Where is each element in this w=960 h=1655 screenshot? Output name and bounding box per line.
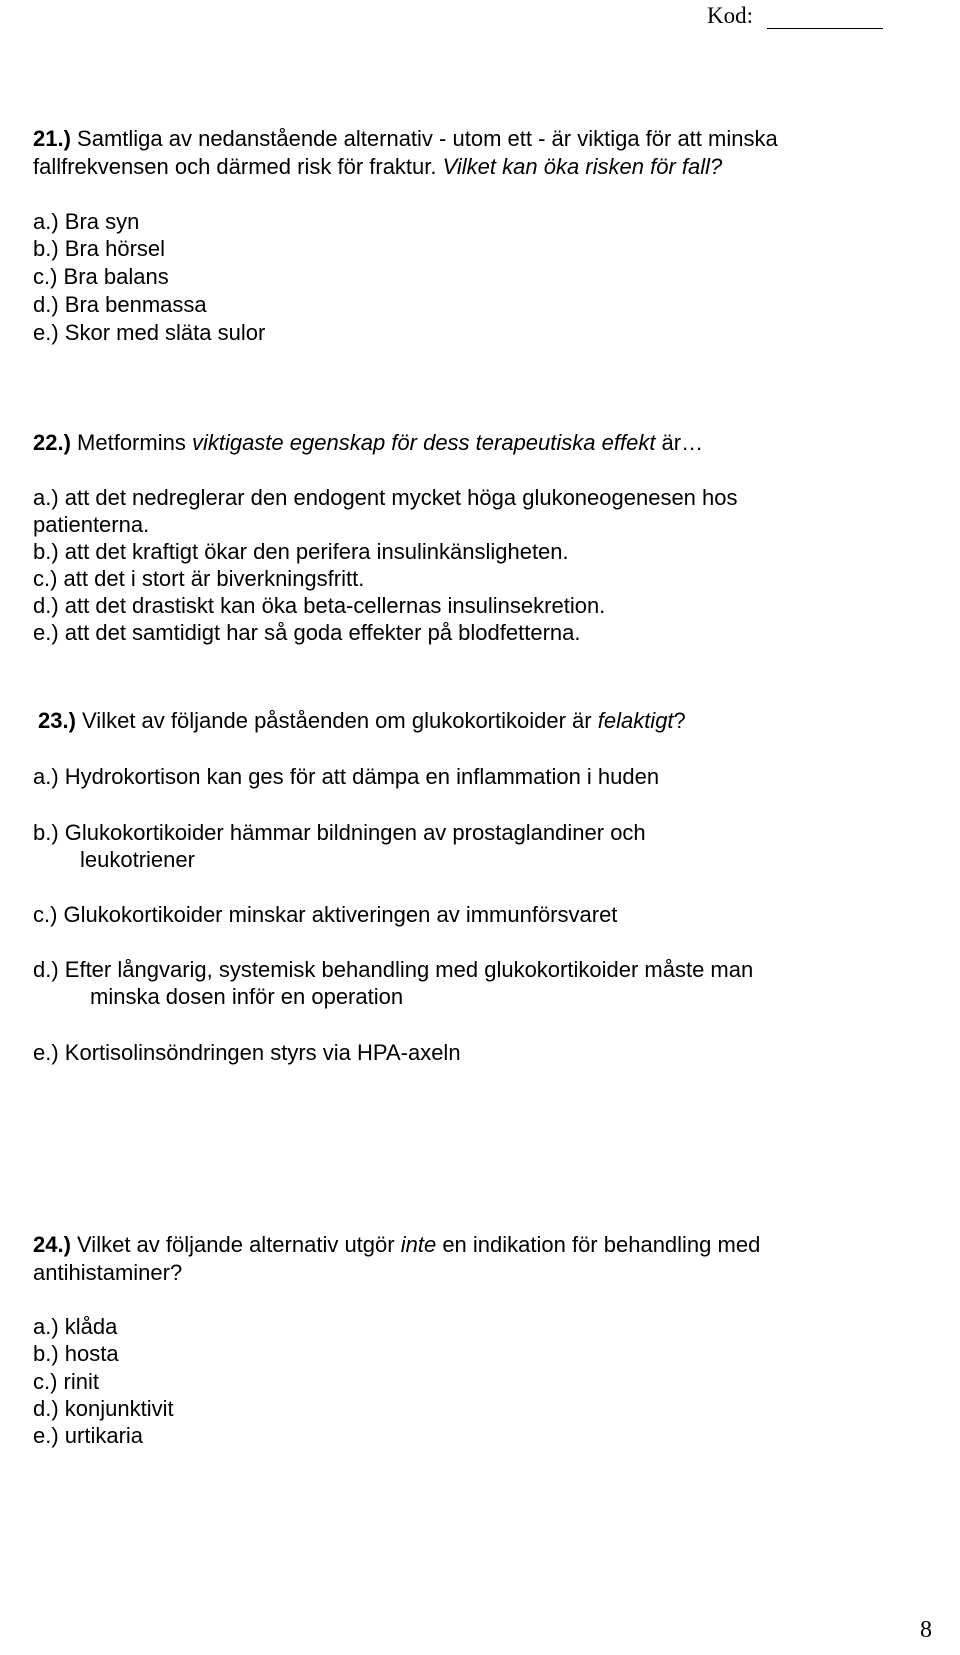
q23-option-a: a.) Hydrokortison kan ges för att dämpa en inflammation i huden xyxy=(33,764,660,789)
q22-text-post: är… xyxy=(655,430,704,455)
q21-option-d: d.) Bra benmassa xyxy=(33,292,207,317)
q22-text-pre: Metformins xyxy=(70,430,192,455)
q23-line-1 xyxy=(38,710,686,732)
q24-text-post: en indikation för behandling med xyxy=(436,1232,761,1257)
q22-line-1 xyxy=(33,432,703,454)
q21-number: 21.) xyxy=(33,126,71,151)
page-number: 8 xyxy=(920,1617,932,1643)
q23-option-d-cont: minska dosen inför en operation xyxy=(90,984,404,1009)
q22-number: 22.) xyxy=(33,430,71,455)
q22-option-d: d.) att det drastiskt kan öka beta-cellernas insulinsekretion. xyxy=(33,593,606,618)
q21-option-e: e.) Skor med släta sulor xyxy=(33,320,266,345)
q22-option-a: a.) att det nedreglerar den endogent mycket höga glukoneogenesen hos xyxy=(33,485,738,510)
q22-option-e: e.) att det samtidigt har så goda effekter på blodfetterna. xyxy=(33,620,581,645)
q21-text-1: Samtliga av nedanstående alternativ - utom ett - är viktiga för att minska xyxy=(70,126,778,151)
q23-option-b: b.) Glukokortikoider hämmar bildningen av prostaglandiner och xyxy=(33,820,646,845)
code-input-line xyxy=(767,28,883,29)
q24-option-d: d.) konjunktivit xyxy=(33,1396,174,1421)
q23-text-italic: felaktigt xyxy=(597,708,674,733)
q22-option-a-cont: patienterna. xyxy=(33,512,150,537)
q22-option-c: c.) att det i stort är biverkningsfritt. xyxy=(33,566,365,591)
q24-line-1 xyxy=(33,1234,760,1256)
q21-option-a: a.) Bra syn xyxy=(33,209,140,234)
q24-number: 24.) xyxy=(33,1232,71,1257)
q23-text-post: ? xyxy=(673,708,686,733)
q23-option-c: c.) Glukokortikoider minskar aktiveringen av immunförsvaret xyxy=(33,902,618,927)
code-label: Kod: xyxy=(707,3,753,28)
q21-line-1 xyxy=(33,128,778,150)
q23-option-b-cont: leukotriener xyxy=(80,847,195,872)
q21-line-2 xyxy=(33,156,722,178)
q24-option-a: a.) klåda xyxy=(33,1314,118,1339)
q24-line-2: antihistaminer? xyxy=(33,1260,183,1285)
q24-text-italic: inte xyxy=(400,1232,437,1257)
q21-option-c: c.) Bra balans xyxy=(33,264,169,289)
q24-option-c: c.) rinit xyxy=(33,1369,99,1394)
q23-number: 23.) xyxy=(38,708,76,733)
q22-option-b: b.) att det kraftigt ökar den perifera insulinkänsligheten. xyxy=(33,539,569,564)
q21-text-2-italic: Vilket kan öka risken för fall? xyxy=(442,154,723,179)
q23-option-e: e.) Kortisolinsöndringen styrs via HPA-axeln xyxy=(33,1040,461,1065)
q24-option-e: e.) urtikaria xyxy=(33,1423,144,1448)
q21-option-b: b.) Bra hörsel xyxy=(33,236,166,261)
q24-option-b: b.) hosta xyxy=(33,1341,119,1366)
q23-text-pre: Vilket av följande påståenden om glukokortikoider är xyxy=(75,708,598,733)
q22-text-italic: viktigaste egenskap för dess terapeutiska effekt xyxy=(191,430,656,455)
q24-text-pre: Vilket av följande alternativ utgör xyxy=(70,1232,401,1257)
q21-text-2: fallfrekvensen och därmed risk för fraktur. xyxy=(33,154,443,179)
q23-option-d: d.) Efter långvarig, systemisk behandling med glukokortikoider måste man xyxy=(33,957,754,982)
